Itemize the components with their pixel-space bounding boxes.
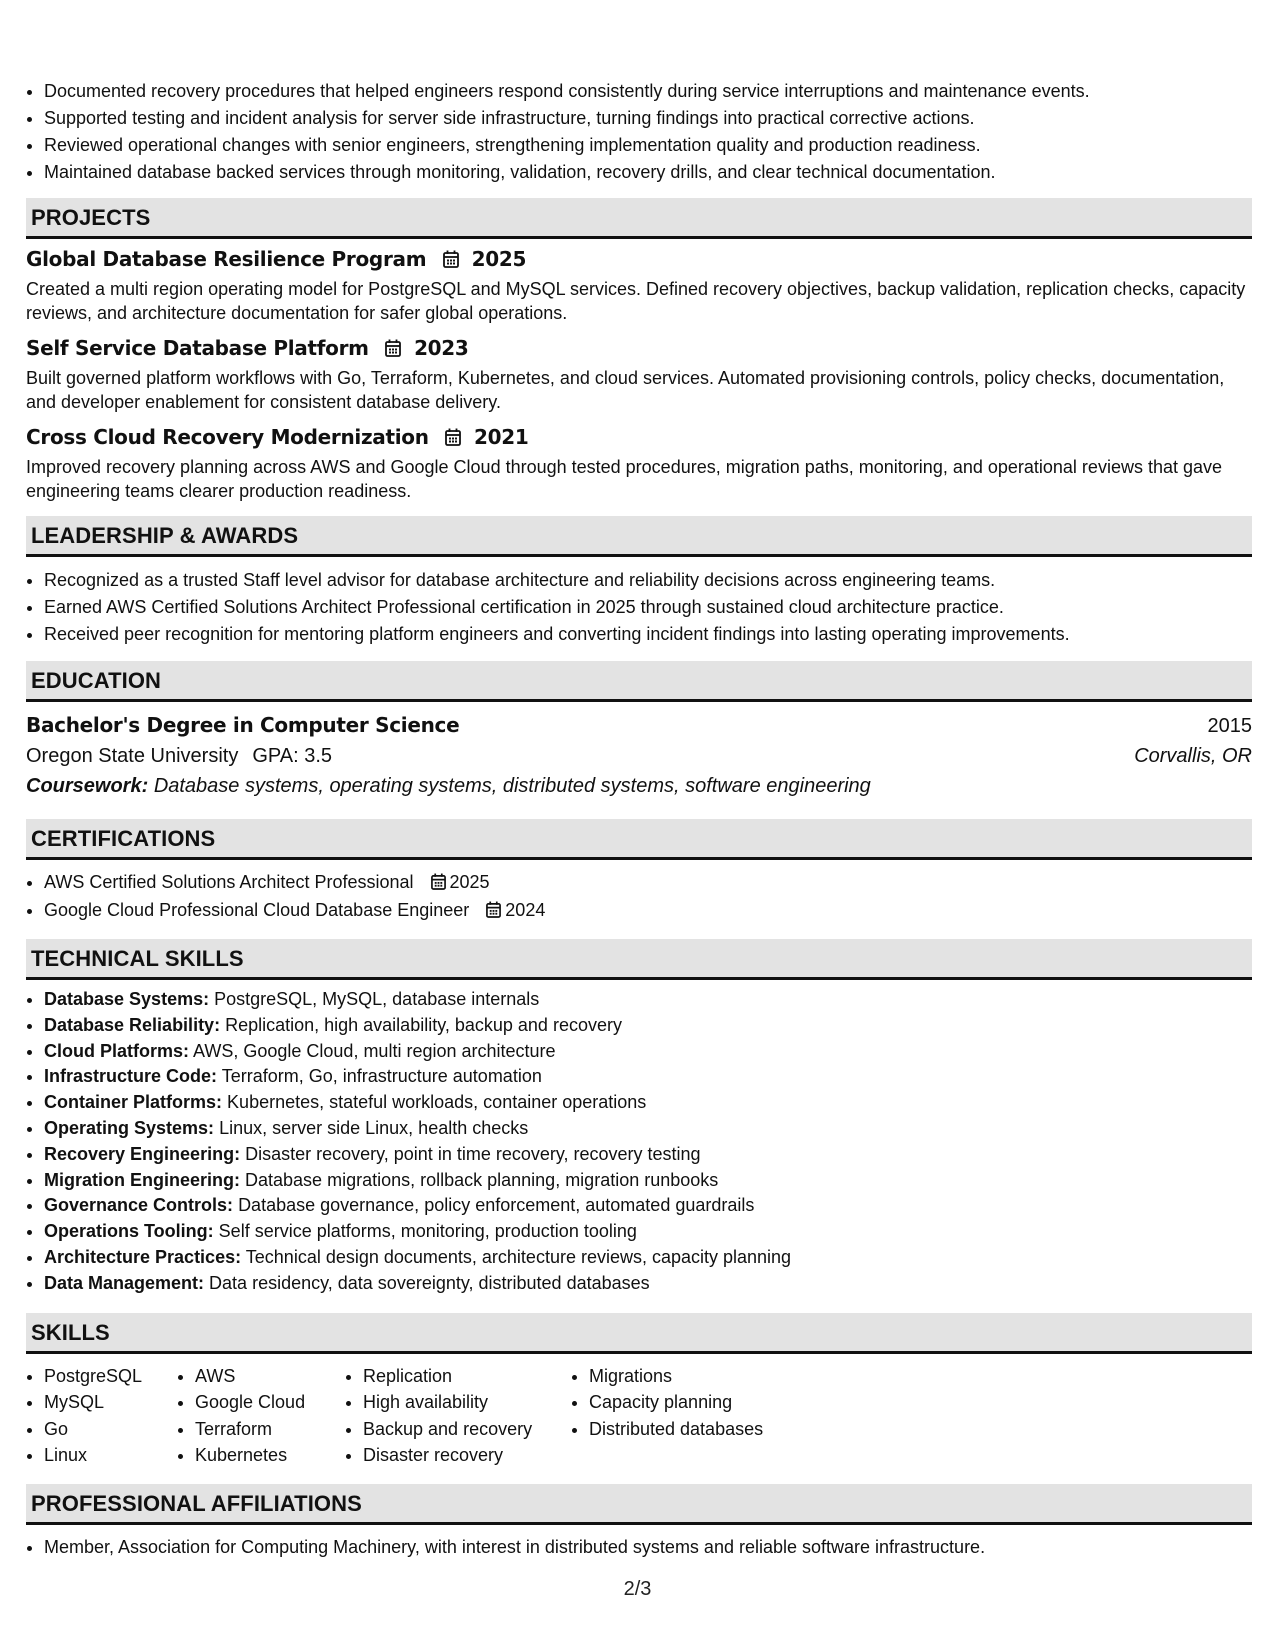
certifications-section [26, 819, 1252, 925]
skill-category: Migration Engineering: [44, 1169, 240, 1190]
skills-column [345, 1363, 571, 1469]
skill-details: Kubernetes, stateful workloads, container operations [227, 1092, 647, 1113]
section-heading: EDUCATION [26, 661, 1252, 702]
skill-item: • Linux [44, 1442, 177, 1469]
technical-skills-section [26, 939, 1252, 1297]
technical-skill-item [44, 1090, 1252, 1116]
skill-item: • PostgreSQL [44, 1363, 177, 1390]
project-entry [26, 246, 1252, 325]
technical-skill-item [44, 1013, 1252, 1039]
skill-category: Cloud Platforms: [44, 1040, 190, 1061]
calendar-icon [385, 337, 401, 363]
school-location: Corvallis, OR [1134, 745, 1252, 767]
experience-bullet: • Reviewed operational changes with senior engineers, strengthening implementation quality and production readiness. [44, 132, 1252, 159]
experience-bullet: • Maintained database backed services through monitoring, validation, recovery drills, and clear technical documentation. [44, 159, 1252, 186]
technical-skill-item [44, 1064, 1252, 1090]
skill-item: • Backup and recovery [363, 1416, 571, 1443]
project-title: Global Database Resilience Program [26, 247, 427, 271]
certification-year: 2024 [505, 900, 546, 920]
skills-column [26, 1363, 177, 1469]
technical-skill-item [44, 1168, 1252, 1194]
skill-category: Data Management: [44, 1272, 205, 1293]
skill-item: • AWS [195, 1363, 345, 1390]
leadership-item: • Earned AWS Certified Solutions Architect Professional certification in 2025 through sustained cloud architecture practice. [44, 594, 1252, 621]
technical-skill-item [44, 1116, 1252, 1142]
skill-details: Technical design documents, architecture reviews, capacity planning [245, 1246, 792, 1267]
project-description: Created a multi region operating model for PostgreSQL and MySQL services. Defined recovery objectives, backup validation, replication checks, capacity reviews, and architecture documentation for safer global operations. [26, 279, 1246, 323]
project-description: Improved recovery planning across AWS and Google Cloud through tested procedures, migration paths, monitoring, and operational reviews that gave engineering teams clearer production readiness. [26, 457, 1223, 501]
projects-section [26, 198, 1252, 503]
skill-category: Operations Tooling: [44, 1221, 214, 1242]
technical-skill-item [44, 1245, 1252, 1271]
calendar-icon [443, 248, 459, 274]
skill-details: Terraform, Go, infrastructure automation [221, 1066, 542, 1087]
certification-item [44, 897, 1252, 925]
education-entry [26, 710, 1252, 801]
certification-name: Google Cloud Professional Cloud Database Engineer [44, 900, 470, 920]
section-heading: PROJECTS [26, 198, 1252, 239]
school-name: Oregon State University [26, 745, 239, 767]
graduation-year: 2015 [1207, 715, 1252, 737]
section-heading: PROFESSIONAL AFFILIATIONS [26, 1484, 1252, 1525]
affiliations-list [26, 1534, 1252, 1561]
experience-bullet: • Documented recovery procedures that helped engineers respond consistently during service interruptions and maintenance events. [44, 78, 1252, 105]
skill-category: Governance Controls: [44, 1195, 234, 1216]
certification-name: AWS Certified Solutions Architect Professional [44, 872, 414, 892]
degree-title: Bachelor's Degree in Computer Science [26, 713, 460, 737]
skill-category: Database Systems: [44, 989, 210, 1009]
technical-skill-item [44, 1193, 1252, 1219]
skill-details: Database governance, policy enforcement, automated guardrails [238, 1195, 755, 1216]
skill-item: • Kubernetes [195, 1442, 345, 1469]
skills-column [571, 1363, 829, 1469]
skill-details: Replication, high availability, backup and recovery [225, 1014, 622, 1035]
experience-bullet: • Supported testing and incident analysis for server side infrastructure, turning findings into practical corrective actions. [44, 105, 1252, 132]
skill-item: • Capacity planning [589, 1389, 829, 1416]
skill-details: Disaster recovery, point in time recovery, recovery testing [245, 1143, 701, 1164]
skill-item: • Distributed databases [589, 1416, 829, 1443]
project-description: Built governed platform workflows with Go, Terraform, Kubernetes, and cloud services. Automated provisioning controls, policy checks, documentation, and developer enablement for consistent database delivery. [26, 368, 1225, 412]
skill-item: • Go [44, 1416, 177, 1443]
skill-category: Operating Systems: [44, 1117, 215, 1138]
skill-details: Database migrations, rollback planning, migration runbooks [245, 1169, 719, 1190]
skill-category: Infrastructure Code: [44, 1066, 218, 1087]
skill-details: PostgreSQL, MySQL, database internals [214, 989, 540, 1009]
coursework [26, 771, 1252, 801]
technical-skill-item [44, 1219, 1252, 1245]
section-heading: CERTIFICATIONS [26, 819, 1252, 860]
skill-item: • High availability [363, 1389, 571, 1416]
section-heading: TECHNICAL SKILLS [26, 939, 1252, 980]
leadership-item: • Recognized as a trusted Staff level advisor for database architecture and reliability decisions across engineering teams. [44, 567, 1252, 594]
project-year: 2021 [474, 425, 529, 449]
calendar-icon [486, 899, 501, 925]
skill-item: • Google Cloud [195, 1389, 345, 1416]
skill-item: • Replication [363, 1363, 571, 1390]
technical-skill-item [44, 1039, 1252, 1065]
leadership-list [26, 567, 1252, 648]
experience-bullets [26, 78, 1252, 186]
skill-category: Architecture Practices: [44, 1246, 242, 1267]
leadership-section [26, 516, 1252, 648]
skill-details: Linux, server side Linux, health checks [219, 1117, 529, 1138]
project-year: 2025 [471, 247, 527, 271]
skill-details: Data residency, data sovereignty, distributed databases [209, 1272, 650, 1293]
technical-skills-list [26, 987, 1252, 1297]
affiliation-item: • Member, Association for Computing Machinery, with interest in distributed systems and reliable software infrastructure. [44, 1534, 1252, 1561]
certifications-list [26, 869, 1252, 925]
technical-skill-item [44, 1142, 1252, 1168]
technical-skill-item [44, 987, 1252, 1013]
skills-column [177, 1363, 345, 1469]
skill-category: Container Platforms: [44, 1092, 223, 1113]
project-year: 2023 [414, 336, 469, 360]
certification-year: 2025 [449, 872, 490, 892]
coursework-text: Database systems, operating systems, distributed systems, software engineering [153, 775, 871, 797]
skill-item: • Terraform [195, 1416, 345, 1443]
skill-item: • MySQL [44, 1389, 177, 1416]
project-title: Cross Cloud Recovery Modernization [26, 425, 429, 449]
skill-category: Recovery Engineering: [44, 1143, 241, 1164]
skills-grid [26, 1363, 1252, 1469]
skills-section [26, 1313, 1252, 1469]
skill-details: AWS, Google Cloud, multi region architecture [193, 1040, 556, 1061]
coursework-label: Coursework: [26, 775, 149, 797]
technical-skill-item [44, 1271, 1252, 1297]
section-heading: LEADERSHIP & AWARDS [26, 516, 1252, 557]
affiliations-section [26, 1484, 1252, 1561]
project-entry [26, 424, 1252, 503]
skill-category: Database Reliability: [44, 1014, 221, 1035]
calendar-icon [445, 426, 461, 452]
skill-details: Self service platforms, monitoring, production tooling [218, 1221, 637, 1242]
skill-item: • Disaster recovery [363, 1442, 571, 1469]
page-number: 2/3 [623, 1578, 652, 1600]
resume-page [26, 78, 1252, 1561]
project-title: Self Service Database Platform [26, 336, 369, 360]
skill-item: • Migrations [589, 1363, 829, 1390]
leadership-item: • Received peer recognition for mentoring platform engineers and converting incident findings into lasting operating improvements. [44, 621, 1252, 648]
education-section [26, 661, 1252, 801]
gpa: GPA: 3.5 [252, 745, 332, 767]
project-entry [26, 335, 1252, 414]
certification-item [44, 869, 1252, 897]
section-heading: SKILLS [26, 1313, 1252, 1354]
calendar-icon [431, 871, 446, 897]
